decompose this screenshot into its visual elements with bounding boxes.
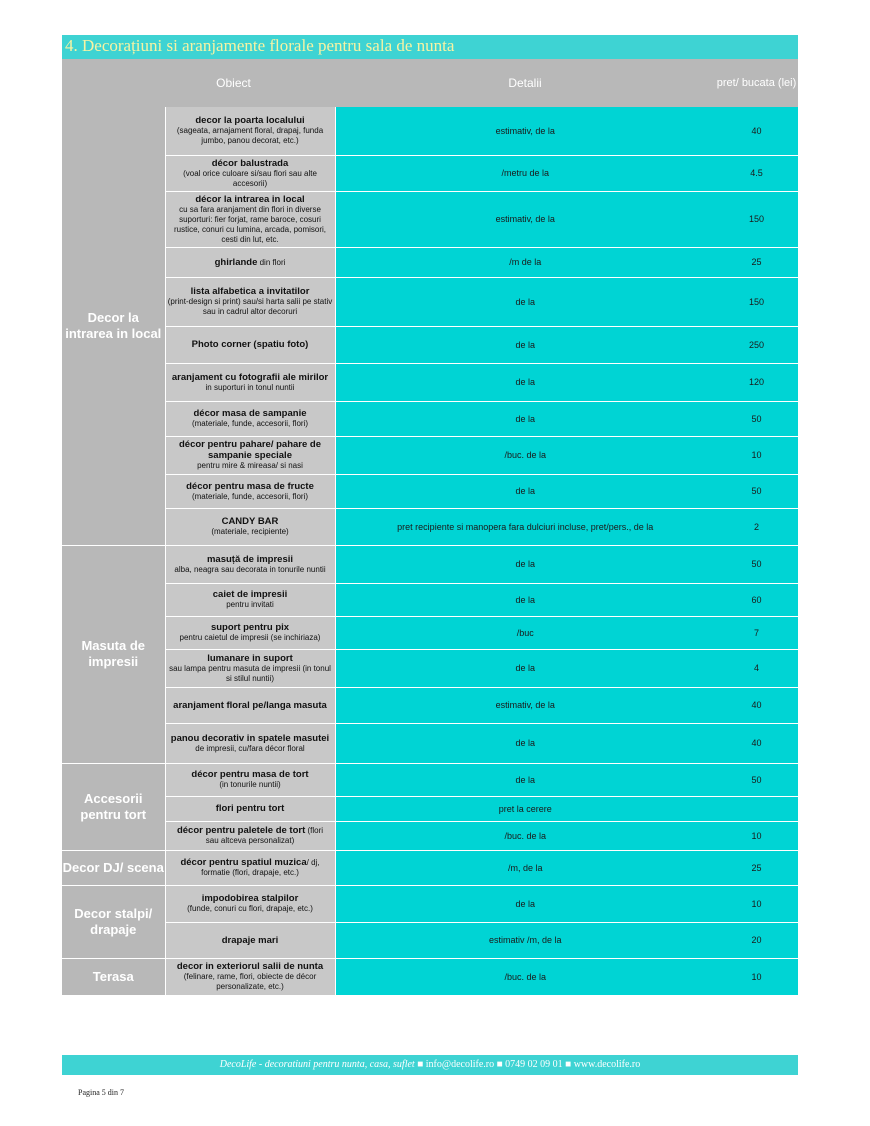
item-price: 7 <box>715 616 798 649</box>
item-price: 2 <box>715 508 798 545</box>
item-details: de la <box>335 363 715 401</box>
table-row <box>62 885 798 922</box>
item-name-text: flori pentru tort <box>215 803 285 814</box>
item-name <box>166 554 335 565</box>
group-label: Decor stalpi/ drapaje <box>62 885 165 958</box>
footer-phone: 0749 02 09 01 <box>505 1059 563 1070</box>
item-description: (sageata, arnajament floral, drapaj, funda jumbo, panou decorat, etc.) <box>176 126 324 146</box>
item-price: 60 <box>715 583 798 616</box>
item-name <box>166 961 335 972</box>
item-cell <box>165 723 335 763</box>
item-price: 50 <box>715 401 798 436</box>
footer-separator: ■ <box>417 1059 424 1070</box>
item-price: 40 <box>715 687 798 723</box>
item-details: de la <box>335 474 715 508</box>
item-details: pret recipiente si manopera fara dulciuri incluse, pret/pers., de la <box>335 508 715 545</box>
item-cell <box>165 850 335 885</box>
item-price: 10 <box>715 436 798 474</box>
item-name <box>166 408 335 419</box>
item-name-text: impodobirea stalpilor <box>201 893 299 904</box>
item-name <box>166 286 335 297</box>
item-cell <box>165 583 335 616</box>
table-row <box>62 401 798 436</box>
item-price: 10 <box>715 958 798 995</box>
item-cell <box>165 401 335 436</box>
item-name <box>166 803 335 814</box>
item-price: 25 <box>715 247 798 277</box>
item-description: (in tonurile nuntii) <box>219 780 281 789</box>
item-details: de la <box>335 583 715 616</box>
footer-website[interactable]: www.decolife.ro <box>573 1059 641 1070</box>
item-name <box>166 158 335 169</box>
item-price: 25 <box>715 850 798 885</box>
item-description: in suporturi in tonul nuntii <box>205 382 295 392</box>
item-cell <box>165 958 335 995</box>
table-row <box>62 191 798 247</box>
group-label: Decor DJ/ scena <box>62 850 165 885</box>
item-cell <box>165 821 335 850</box>
item-description: (materiale, funde, accesorii, flori) <box>191 491 309 501</box>
item-description: (funde, conuri cu flori, drapaje, etc.) <box>187 904 313 913</box>
item-description: pentru invitati <box>226 600 274 609</box>
footer-tagline: DecoLife - decoratiuni pentru nunta, casa, suflet <box>219 1059 415 1070</box>
item-name-text: drapaje mari <box>221 934 279 946</box>
item-name-text: décor masa de sampanie <box>193 408 307 419</box>
item-cell <box>165 326 335 363</box>
item-name <box>166 653 335 664</box>
item-name <box>166 857 335 868</box>
item-details: de la <box>335 545 715 583</box>
table-row <box>62 277 798 326</box>
item-name <box>166 439 335 461</box>
group-label: Accesorii pentru tort <box>62 763 165 850</box>
item-cell <box>165 247 335 277</box>
item-price: 20 <box>715 922 798 958</box>
item-cell <box>165 363 335 401</box>
item-price: 50 <box>715 545 798 583</box>
table-row <box>62 508 798 545</box>
column-header-price: pret/ bucata (lei) <box>715 59 798 107</box>
item-details: de la <box>335 763 715 796</box>
item-description: sau lampa pentru masuta de impresii (in tonul si stilul nuntii) <box>169 663 331 683</box>
item-price: 10 <box>715 885 798 922</box>
table-header-row <box>62 59 798 107</box>
item-price: 40 <box>715 107 798 155</box>
item-price: 40 <box>715 723 798 763</box>
item-price: 150 <box>715 191 798 247</box>
item-description: sau altceva personalizat) <box>205 836 295 845</box>
item-description: de impresii, cu/fara décor floral <box>195 743 305 753</box>
item-description: pentru caietul de impresii (se inchiriaza) <box>179 633 321 642</box>
column-header-details: Detalii <box>335 59 715 107</box>
item-price <box>715 796 798 821</box>
item-details: /m, de la <box>335 850 715 885</box>
item-details: /buc. de la <box>335 436 715 474</box>
item-name-text: aranjament cu fotografii ale mirilor <box>171 371 329 383</box>
item-cell <box>165 885 335 922</box>
item-cell <box>165 687 335 723</box>
item-details: /buc. de la <box>335 958 715 995</box>
item-name-text: panou decorativ in spatele masutei <box>170 732 330 744</box>
item-name-text: aranjament floral pe/langa masuta <box>173 699 327 711</box>
item-name <box>166 622 335 633</box>
item-note: din flori <box>257 257 286 267</box>
item-name <box>166 115 335 126</box>
item-details: estimativ, de la <box>335 191 715 247</box>
item-name <box>166 589 335 600</box>
item-name-text: decor la poarta localului <box>195 115 305 127</box>
item-name <box>166 825 335 836</box>
item-details: de la <box>335 649 715 687</box>
table-row <box>62 850 798 885</box>
item-name <box>166 481 335 492</box>
item-name-text: CANDY BAR <box>221 516 279 527</box>
item-name-text: décor pentru masa de fructe <box>186 480 314 492</box>
item-cell <box>165 545 335 583</box>
item-price: 250 <box>715 326 798 363</box>
item-name-text: décor la intrarea in local <box>195 193 305 205</box>
table-row <box>62 821 798 850</box>
item-name <box>166 700 335 711</box>
item-price: 120 <box>715 363 798 401</box>
item-name-text: décor pentru spatiul muzica <box>180 857 307 868</box>
item-details: /buc <box>335 616 715 649</box>
item-price: 150 <box>715 277 798 326</box>
item-name <box>166 769 335 780</box>
item-name <box>166 893 335 904</box>
table-row <box>62 796 798 821</box>
item-details: /m de la <box>335 247 715 277</box>
table-row <box>62 687 798 723</box>
item-cell <box>165 796 335 821</box>
page-number: Pagina 5 din 7 <box>78 1088 124 1097</box>
footer-email[interactable]: info@decolife.ro <box>425 1059 495 1070</box>
item-details: de la <box>335 885 715 922</box>
item-cell <box>165 277 335 326</box>
table-row <box>62 326 798 363</box>
table-body <box>62 107 798 995</box>
table-row <box>62 723 798 763</box>
item-name <box>166 257 335 268</box>
item-name-text: caiet de impresii <box>212 589 288 600</box>
group-label: Masuta de impresii <box>62 545 165 763</box>
item-details: estimativ /m, de la <box>335 922 715 958</box>
group-label: Terasa <box>62 958 165 995</box>
item-name-text: suport pentru pix <box>210 622 290 633</box>
item-name <box>166 339 335 350</box>
table-row <box>62 649 798 687</box>
item-price: 10 <box>715 821 798 850</box>
table-row <box>62 107 798 155</box>
item-details: de la <box>335 326 715 363</box>
item-cell <box>165 191 335 247</box>
table-row <box>62 363 798 401</box>
item-name-text: décor balustrada <box>211 157 289 169</box>
item-name-text: décor pentru masa de tort <box>191 769 309 780</box>
footer-separator: ■ <box>565 1059 572 1070</box>
item-name-text: decor in exteriorul salii de nunta <box>176 961 324 972</box>
table-row <box>62 958 798 995</box>
table-row <box>62 763 798 796</box>
item-description: (materiale, funde, accesorii, flori) <box>191 419 309 428</box>
item-cell <box>165 155 335 191</box>
footer-separator: ■ <box>496 1059 503 1070</box>
item-details: /metru de la <box>335 155 715 191</box>
item-cell <box>165 474 335 508</box>
item-price: 50 <box>715 474 798 508</box>
item-price: 50 <box>715 763 798 796</box>
section-title: 4. Decorațiuni si aranjamente florale pentru sala de nunta <box>62 35 798 59</box>
item-name <box>166 372 335 383</box>
item-details: estimativ, de la <box>335 687 715 723</box>
item-cell <box>165 508 335 545</box>
item-cell <box>165 107 335 155</box>
item-name-text: lista alfabetica a invitatilor <box>190 286 310 297</box>
table-row <box>62 247 798 277</box>
item-name-text: ghirlande <box>214 256 258 268</box>
item-details: de la <box>335 401 715 436</box>
item-cell <box>165 616 335 649</box>
item-name-text: lumanare in suport <box>207 652 293 664</box>
item-description: (materiale, recipiente) <box>211 527 289 536</box>
item-cell <box>165 649 335 687</box>
item-price: 4 <box>715 649 798 687</box>
item-cell <box>165 763 335 796</box>
footer-bar <box>62 1055 798 1075</box>
column-header-object: Obiect <box>62 59 335 107</box>
table-row <box>62 436 798 474</box>
item-name-text: décor pentru paletele de tort <box>176 825 306 836</box>
item-description: pentru mire & mireasa/ si nasi <box>197 461 303 470</box>
item-price: 4.5 <box>715 155 798 191</box>
item-description: formatie (flori, drapaje, etc.) <box>201 868 299 877</box>
item-note: / dj, <box>306 858 320 867</box>
item-name-text: décor pentru pahare/ pahare de sampanie speciale <box>178 439 321 461</box>
table-row <box>62 155 798 191</box>
item-description: (voal orice culoare si/sau flori sau alte accesorii) <box>183 168 317 188</box>
item-name <box>166 733 335 744</box>
item-name-text: Photo corner (spatiu foto) <box>191 339 309 350</box>
group-label: Decor la intrarea in local <box>62 107 165 545</box>
item-cell <box>165 436 335 474</box>
table-row <box>62 616 798 649</box>
item-description: cu sa fara aranjament din flori in diverse suporturi: fier forjat, rame baroce, cosuri rustice, conuri cu lumina, arcada, pomisori, cesti din lut, etc. <box>173 204 327 244</box>
item-name <box>166 516 335 527</box>
item-details: estimativ, de la <box>335 107 715 155</box>
item-description: alba, neagra sau decorata in tonurile nuntii <box>174 564 326 574</box>
item-details: /buc. de la <box>335 821 715 850</box>
item-name <box>166 194 335 205</box>
table-row <box>62 922 798 958</box>
item-cell <box>165 922 335 958</box>
item-details: de la <box>335 723 715 763</box>
table-row <box>62 583 798 616</box>
item-name-text: masuță de impresii <box>206 553 294 565</box>
table-row <box>62 474 798 508</box>
item-details: pret la cerere <box>335 796 715 821</box>
item-note: (flori <box>305 826 324 835</box>
item-details: de la <box>335 277 715 326</box>
table-row <box>62 545 798 583</box>
item-description: (print-design si print) sau/si harta salii pe stativ sau in cadrul altor decoruri <box>167 297 333 316</box>
item-name <box>166 935 335 946</box>
item-description: (felinare, rame, flori, obiecte de décor personalizate, etc.) <box>183 972 317 991</box>
pricing-table <box>62 59 798 996</box>
